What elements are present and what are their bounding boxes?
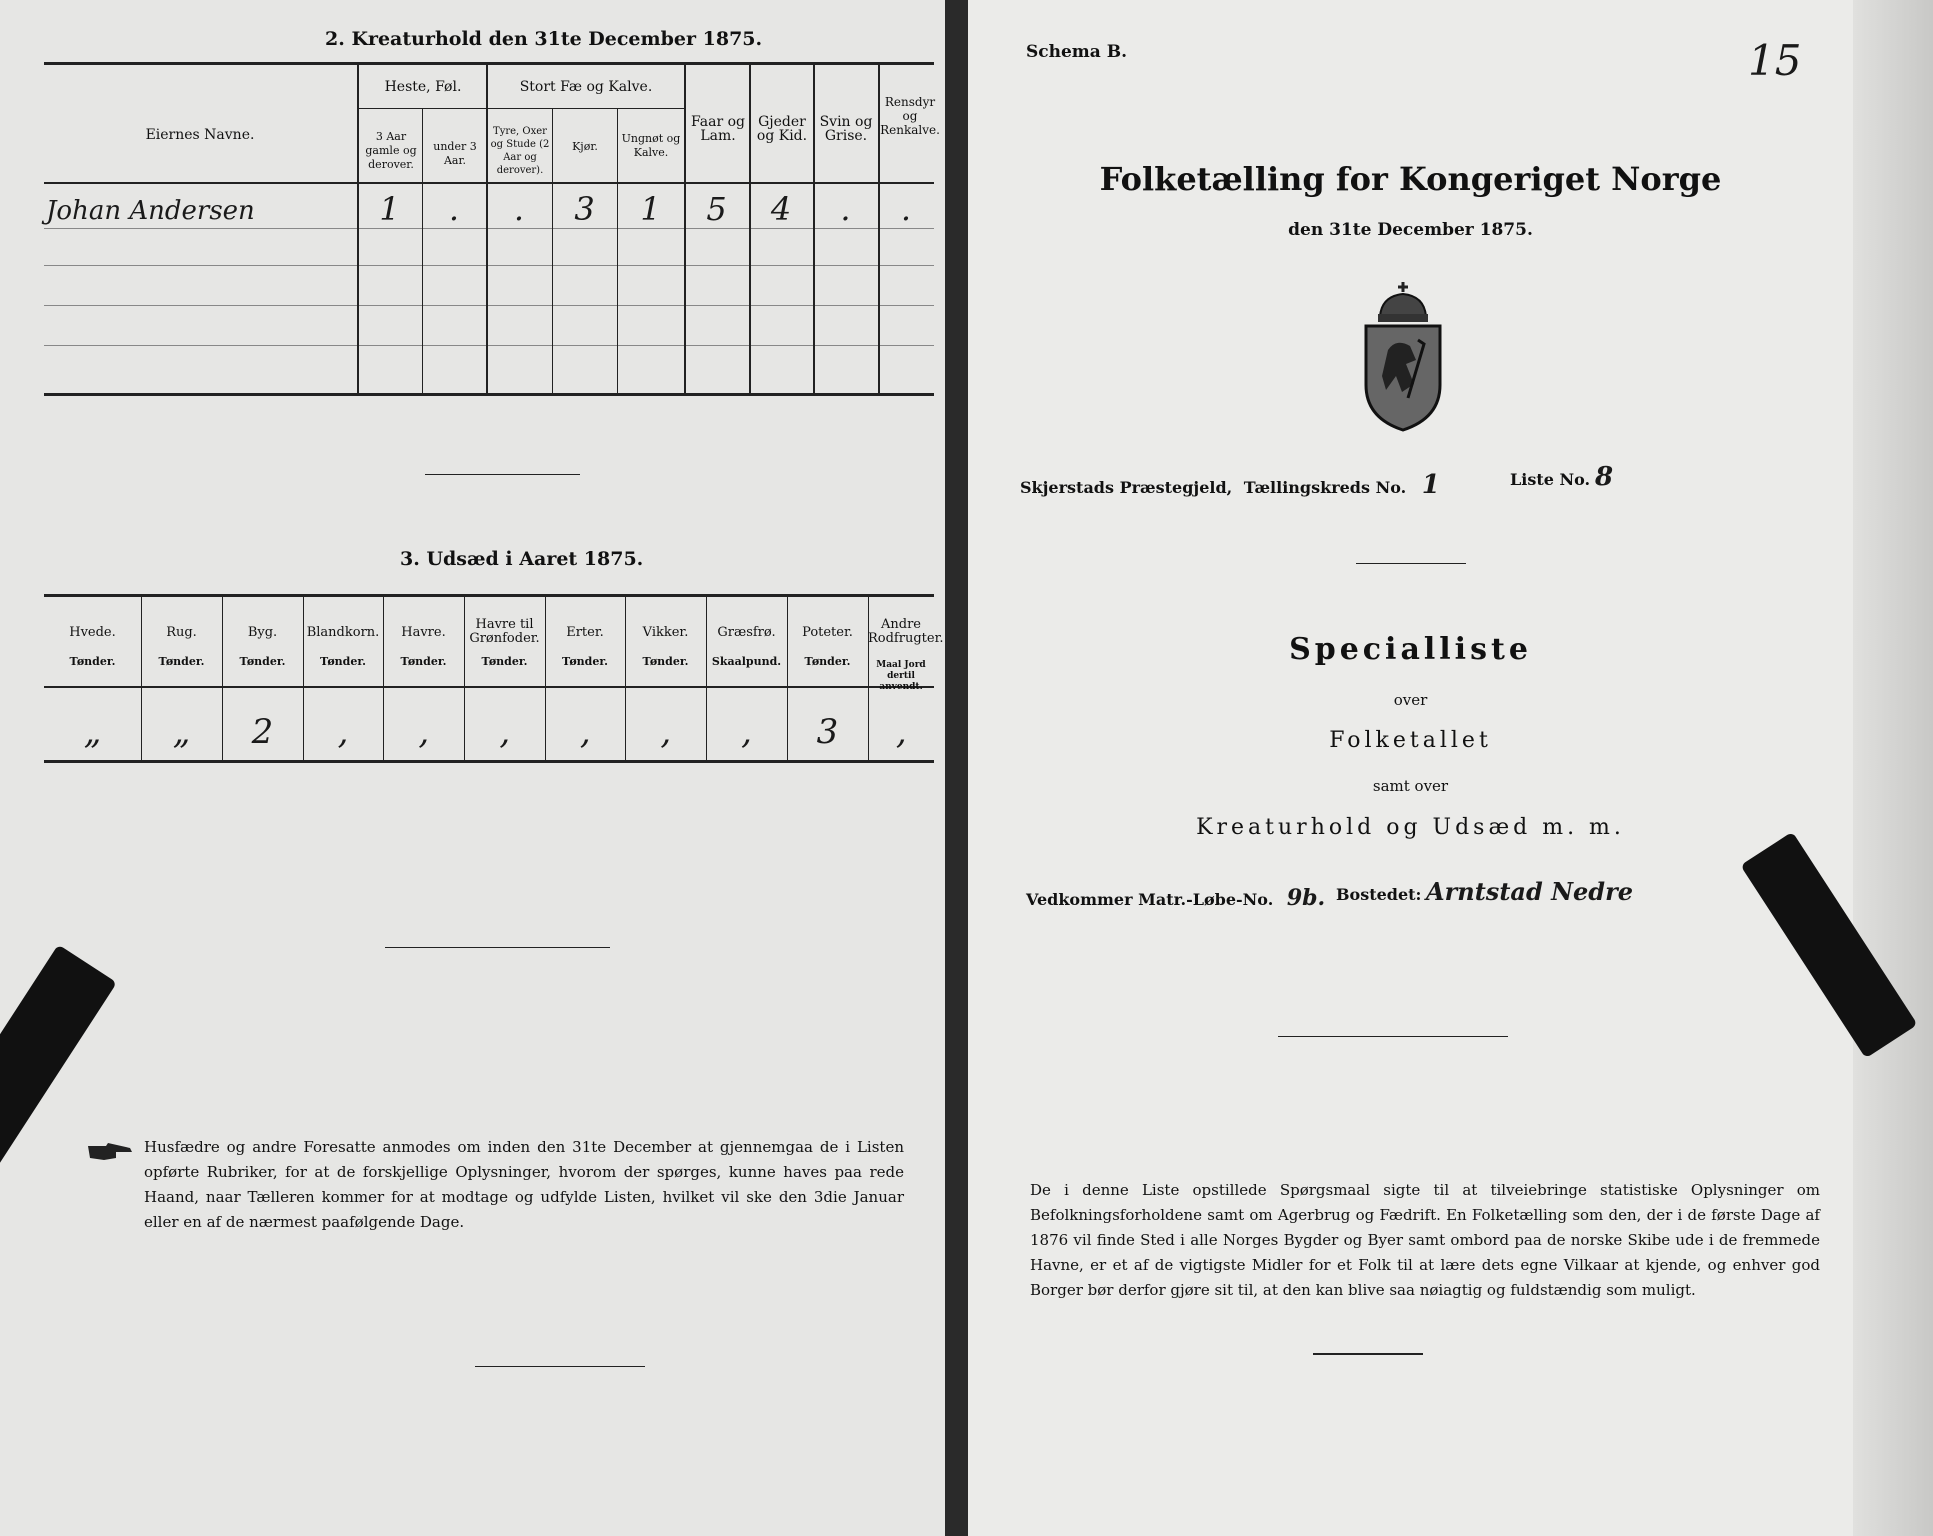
seed-header: Blandkorn.	[306, 625, 380, 640]
seed-unit: Skaalpund.	[711, 655, 782, 668]
owner-header: Eiernes Navne.	[145, 127, 255, 143]
matr-line	[1026, 877, 1846, 911]
seed-unit: Maal Jord dertil anvendt.	[876, 660, 926, 692]
district-label: Tællingskreds No.	[1243, 478, 1407, 497]
book-gutter	[945, 0, 968, 1536]
header-kjer: Kjør.	[572, 140, 598, 153]
seed-value: ,	[741, 712, 752, 752]
owner-name: Johan Andersen	[46, 196, 255, 226]
right-page	[968, 0, 1933, 1536]
seed-value: ‚	[895, 712, 907, 752]
header-stort-fae: Stort Fæ og Kalve.	[519, 79, 653, 95]
seed-unit: Tønder.	[562, 655, 608, 668]
section2-title: 2. Kreaturhold den 31te December 1875.	[325, 28, 763, 50]
seed-unit: Tønder.	[69, 655, 116, 668]
list-label: Liste No.	[1510, 470, 1591, 489]
seed-header: Græsfrø.	[717, 625, 776, 640]
header-ungnot: Ungnøt og Kalve.	[621, 132, 681, 159]
header-svin: Svin og Grise.	[819, 114, 873, 144]
bosted-label: Bostedet:	[1336, 885, 1422, 904]
header-rensdyr: Rensdyr og Renkalve.	[880, 95, 940, 137]
schema-label: Schema B.	[1026, 42, 1128, 62]
seed-unit: Tønder.	[481, 655, 528, 668]
header-tyre: Tyre, Oxer og Stude (2 Aar og derover).	[490, 126, 550, 176]
page-number: 15	[1748, 36, 1802, 85]
parish-line	[1020, 462, 1820, 500]
over-label-1: over	[1393, 691, 1428, 709]
seed-unit: Tønder.	[642, 655, 689, 668]
header-heste: Heste, Føl.	[384, 79, 462, 95]
header-gjeder: Gjeder og Kid.	[756, 114, 808, 144]
seed-header: Poteter.	[802, 625, 853, 640]
header-under3: under 3 Aar.	[433, 140, 477, 167]
seed-value: 3	[816, 712, 839, 752]
seed-header: Hvede.	[69, 625, 116, 640]
seed-header: Erter.	[566, 625, 604, 640]
samt-over-label: samt over	[1372, 777, 1449, 795]
livestock-value: .	[448, 190, 460, 228]
seed-value: ‚	[499, 712, 510, 752]
seed-unit: Tønder.	[804, 655, 851, 668]
pointing-hand-icon	[86, 1140, 136, 1164]
matr-number: 9b.	[1286, 885, 1326, 911]
date-line: den 31te December 1875.	[1288, 220, 1533, 240]
livestock-value: .	[840, 190, 851, 228]
matr-label: Vedkommer Matr.-Løbe-No.	[1026, 890, 1274, 909]
seed-value: 2	[251, 712, 274, 752]
livestock-value: 4	[770, 190, 792, 228]
seed-header: Byg.	[247, 625, 278, 640]
parish-name: Skjerstads Præstegjeld,	[1020, 478, 1233, 497]
left-page	[0, 0, 945, 1536]
seed-value: ‚	[579, 712, 591, 752]
list-number: 8	[1595, 462, 1614, 492]
notice-text: Husfædre og andre Foresatte anmodes om inden den 31te December at gjennemgaa de i Listen opførte Rubriker, for at de forskjellige Oplysninger, hvorom der spørges, kunne haves paa rede Haand, naar Tælleren kommer for at modtage og udfylde Listen, hvilket vil ske den 3die Januar eller en af de nærmest paafølgende Dage.	[144, 1138, 904, 1231]
bosted-value: Arntstad Nedre	[1426, 877, 1633, 906]
kreaturhold-title: Kreaturhold og Udsæd m. m.	[1196, 815, 1625, 840]
seed-value: ,	[337, 712, 349, 752]
seed-unit: Tønder.	[400, 655, 447, 668]
seed-unit: Tønder.	[158, 655, 205, 668]
seed-header: Rug.	[166, 625, 197, 640]
livestock-value: 5	[706, 190, 727, 228]
folketallet-title: Folketallet	[1329, 728, 1492, 753]
norway-coat-of-arms	[1358, 280, 1448, 435]
livestock-value: 3	[574, 190, 595, 228]
seed-value: ‚	[418, 712, 429, 752]
seed-header: Andre Rodfrugter.	[868, 617, 944, 646]
seed-header: Havre.	[401, 625, 446, 640]
seed-value: „	[83, 712, 102, 752]
seed-unit: Tønder.	[320, 655, 366, 668]
district-number: 1	[1421, 470, 1440, 500]
livestock-value: 1	[640, 190, 661, 228]
seed-header: Havre til Grønfoder.	[469, 617, 540, 646]
header-faar: Faar og Lam.	[691, 114, 745, 144]
livestock-value: .	[513, 190, 525, 228]
livestock-value: .	[900, 190, 912, 228]
header-3aar: 3 Aar gamle og derover.	[365, 130, 417, 171]
seed-value: ‚	[660, 712, 671, 752]
section3-title: 3. Udsæd i Aaret 1875.	[400, 548, 644, 570]
livestock-value: 1	[379, 190, 400, 228]
seed-header: Vikker.	[642, 625, 689, 640]
specialliste-title: Specialliste	[1289, 632, 1532, 667]
seed-unit: Tønder.	[239, 655, 286, 668]
bottom-text: De i denne Liste opstillede Spørgsmaal sigte til at tilveiebringe statistiske Oplysninger om Befolkningsforholdene samt om Agerbrug og Fædrift. En Folketælling som den, der i de første Dage af 1876 vil finde Sted i alle Norges Bygder og Byer samt ombord paa de norske Skibe ude i de fremmede Havne, er et af de vigtigste Midler for et Folk til at lære dets egne Vilkaar at kjende, og enhver god Borger bør derfor gjøre sit til, at den kan blive saa nøiagtig og fuldstændig som muligt.	[1030, 1181, 1820, 1299]
main-title: Folketælling for Kongeriget Norge	[1099, 160, 1722, 198]
seed-value: „	[172, 712, 191, 752]
